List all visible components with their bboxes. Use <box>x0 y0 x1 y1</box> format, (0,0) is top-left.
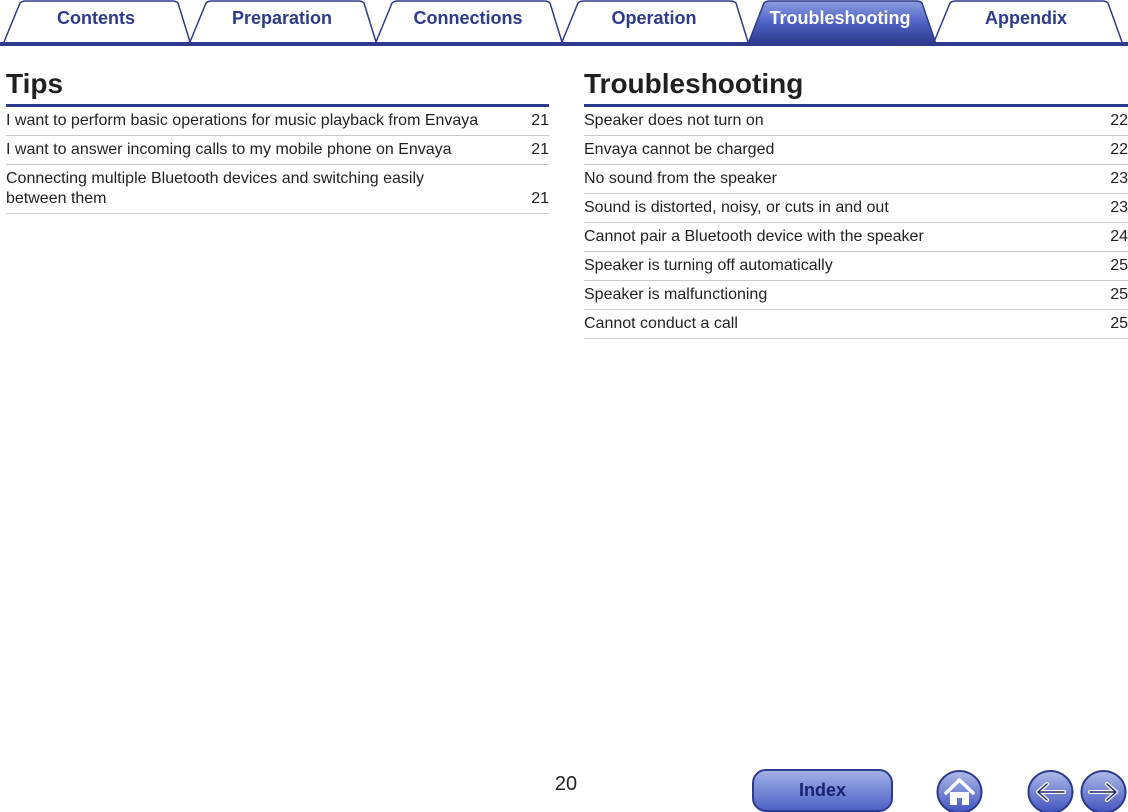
toc-entry[interactable] <box>584 165 1128 194</box>
toc-entry[interactable] <box>584 281 1128 310</box>
toc-entry-page: 21 <box>531 112 549 129</box>
toc-entry-text: Sound is distorted, noisy, or cuts in and out <box>584 199 889 216</box>
toc-entry[interactable] <box>6 165 549 214</box>
tab-contents[interactable]: Contents <box>57 8 135 28</box>
toc-entry-page: 21 <box>531 190 549 207</box>
tab-bar <box>0 0 1128 46</box>
tab-connections[interactable]: Connections <box>413 8 523 28</box>
toc-entry-text: Cannot conduct a call <box>584 315 738 332</box>
toc-entry-text: No sound from the speaker <box>584 170 777 187</box>
toc-entry-page: 23 <box>1110 170 1128 187</box>
toc-entry-text: Connecting multiple Bluetooth devices and switching easily between them <box>6 170 425 207</box>
toc-entry-text: I want to perform basic operations for music playback from Envaya <box>6 112 479 129</box>
arrow-left-icon <box>1027 769 1074 812</box>
index-button[interactable]: Index <box>752 769 893 812</box>
troubleshooting-title: Troubleshooting <box>584 68 804 99</box>
tips-title: Tips <box>6 68 64 99</box>
toc-entry-page: 25 <box>1110 315 1128 332</box>
tab-appendix[interactable]: Appendix <box>984 8 1067 28</box>
toc-entry-text: Speaker does not turn on <box>584 112 764 129</box>
tab-operation[interactable]: Operation <box>611 8 697 28</box>
toc-entry[interactable] <box>584 310 1128 339</box>
toc-entry[interactable] <box>6 136 549 165</box>
troubleshooting-section <box>584 66 1128 339</box>
back-button[interactable] <box>1027 769 1074 812</box>
toc-entry-text: I want to answer incoming calls to my mobile phone on Envaya <box>6 141 452 158</box>
toc-entry[interactable] <box>6 107 549 136</box>
toc-entry[interactable] <box>584 223 1128 252</box>
toc-entry-page: 24 <box>1110 228 1128 245</box>
toc-entry[interactable] <box>584 136 1128 165</box>
toc-entry-page: 21 <box>531 141 549 158</box>
page-number: 20 <box>554 773 578 795</box>
arrow-right-icon <box>1080 769 1127 812</box>
toc-entry-page: 22 <box>1110 112 1128 129</box>
toc-entry[interactable] <box>584 194 1128 223</box>
toc-entry-text: Envaya cannot be charged <box>584 141 775 158</box>
toc-entry[interactable] <box>584 107 1128 136</box>
tips-section <box>6 66 549 214</box>
toc-entry-page: 23 <box>1110 199 1128 216</box>
toc-entry-page: 22 <box>1110 141 1128 158</box>
forward-button[interactable] <box>1080 769 1127 812</box>
home-icon <box>936 769 983 812</box>
toc-entry-page: 25 <box>1110 286 1128 303</box>
tab-preparation[interactable]: Preparation <box>231 8 333 28</box>
tab-troubleshooting[interactable]: Troubleshooting <box>769 8 911 28</box>
toc-entry-text: Speaker is malfunctioning <box>584 286 768 303</box>
toc-entry-page: 25 <box>1110 257 1128 274</box>
home-button[interactable] <box>936 769 983 812</box>
toc-entry-text: Speaker is turning off automatically <box>584 257 833 274</box>
toc-entry[interactable] <box>584 252 1128 281</box>
toc-entry-text: Cannot pair a Bluetooth device with the speaker <box>584 228 924 245</box>
